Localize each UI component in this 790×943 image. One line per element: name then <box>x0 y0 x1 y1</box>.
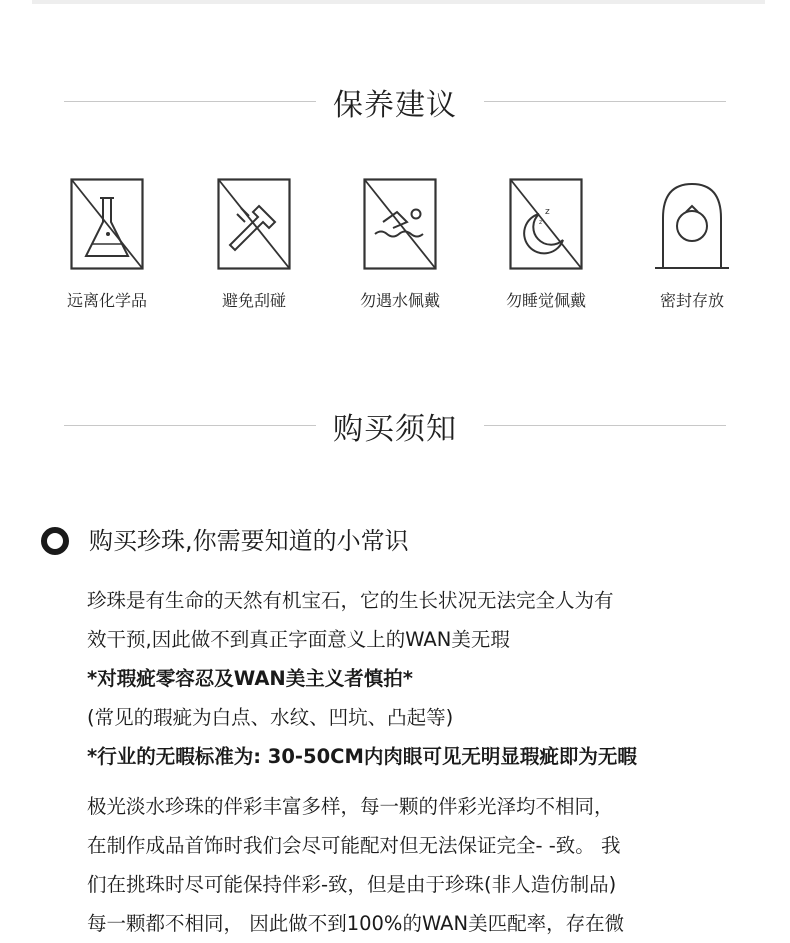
knowledge-line: (常见的瑕疵为白点、水纹、凹坑、凸起等) <box>87 706 454 729</box>
knowledge-line: 们在挑珠时尽可能保持伴彩-致，但是由于珍珠(非人造仿制品) <box>87 873 617 896</box>
care-label: 远离化学品 <box>66 291 147 310</box>
care-label: 密封存放 <box>659 291 724 310</box>
no-hammer-icon <box>217 178 291 270</box>
title-rule-right <box>484 101 726 102</box>
top-divider-bar <box>32 0 765 4</box>
knowledge-line-emphasis: *行业的无暇标准为: 30-50CM内肉眼可见无明显瑕疵即为无暇 <box>87 745 637 768</box>
care-item-scratch <box>199 178 309 318</box>
care-section-header <box>0 76 790 126</box>
purchase-section-title: 购买须知 <box>333 412 457 447</box>
care-item-sealed <box>637 178 747 318</box>
care-label: 勿遇水佩戴 <box>359 291 440 310</box>
svg-text:z: z <box>539 219 543 226</box>
knowledge-line: 效干预,因此做不到真正字面意义上的WAN美无瑕 <box>87 628 510 651</box>
care-label: 勿睡觉佩戴 <box>505 291 586 310</box>
knowledge-line: 珍珠是有生命的天然有机宝石，它的生长状况无法完全人为有 <box>87 589 614 612</box>
knowledge-line-emphasis: *对瑕疵零容忍及WAN美主义者慎拍* <box>87 667 413 690</box>
ring-bullet-icon <box>40 526 70 556</box>
title-rule-right <box>484 425 726 426</box>
knowledge-line: 在制作成品首饰时我们会尽可能配对但无法保证完全- -致。 我 <box>87 834 621 857</box>
knowledge-line: 极光淡水珍珠的伴彩丰富多样，每一颗的伴彩光泽均不相同， <box>87 795 614 818</box>
care-label: 避免刮碰 <box>221 291 286 310</box>
knowledge-title: 购买珍珠,你需要知道的小常识 <box>89 527 409 555</box>
sealed-box-icon <box>655 178 729 270</box>
care-section-title: 保养建议 <box>333 88 457 123</box>
no-sleeping-icon <box>509 178 583 270</box>
no-swimming-icon <box>363 178 437 270</box>
knowledge-line: 每一颗都不相同， 因此做不到100%的WAN美匹配率，存在微 <box>87 912 625 935</box>
svg-text:z: z <box>545 207 550 217</box>
care-item-water <box>345 178 455 318</box>
no-chemicals-icon <box>70 178 144 270</box>
care-item-sleep <box>491 178 601 318</box>
purchase-section-header <box>0 400 790 450</box>
care-item-chemicals <box>52 178 162 318</box>
